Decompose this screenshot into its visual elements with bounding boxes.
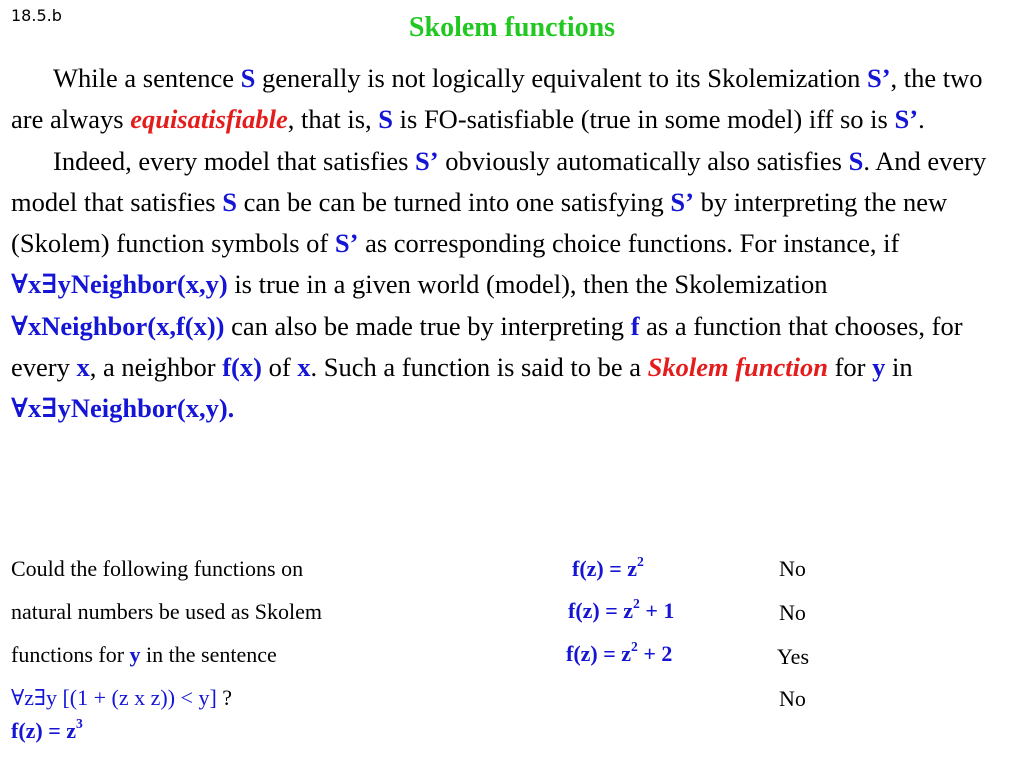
option-function: $f(z) = z^3$ (11, 715, 83, 743)
symbol-y: y (872, 352, 886, 383)
symbol-S: S (378, 104, 394, 135)
option-answer: No (779, 686, 806, 711)
question-line-2: natural numbers be used as Skolem (11, 599, 322, 624)
question-formula: ∀z∃y [(1 + (z x z)) < y] (11, 685, 217, 710)
formula: ∀x∃yNeighbor(x,y) (11, 269, 228, 300)
symbol-S: S (848, 145, 864, 176)
symbol-f: f (630, 310, 640, 341)
text: is FO-satisfiable (true in some model) iff so is (393, 104, 895, 135)
text: While a sentence (53, 63, 241, 93)
term-equisatisfiable: equisatisfiable (130, 104, 288, 135)
option-answer: Yes (777, 644, 810, 669)
text: by interpreting the new (Skolem) function symbols of (11, 186, 948, 259)
formula: ∀x∃yNeighbor(x,y). (11, 393, 235, 424)
body-text (11, 58, 1019, 430)
symbol-S-prime: S’ (670, 186, 694, 217)
symbol-y: y (129, 642, 141, 667)
text: as a function that chooses, for every (11, 310, 963, 383)
text: . (918, 104, 925, 135)
question-line-4 (11, 685, 232, 711)
paragraph-2 (11, 141, 1019, 430)
symbol-S: S (240, 63, 256, 93)
text: obviously automatically also satisfies (438, 145, 849, 176)
symbol-S-prime: S’ (894, 104, 919, 135)
text: of (261, 352, 298, 383)
symbol-x: x (76, 352, 90, 383)
text: , the two are always (11, 63, 983, 135)
text: can also be made true by interpreting (224, 310, 631, 341)
text: in (885, 352, 913, 383)
text: functions for (11, 642, 130, 667)
option-function: $f(z) = z^2 + 1$ (568, 595, 675, 623)
text: can be can be turned into one satisfying (236, 186, 671, 217)
paragraph-1 (11, 58, 1019, 141)
text: generally is not logically equivalent to its Skolemization (255, 63, 867, 93)
text: ? (216, 685, 233, 710)
symbol-S-prime: S’ (866, 63, 891, 93)
option-answer: No (779, 600, 806, 625)
slide-number: 18.5.b (11, 6, 62, 25)
text: is true in a given world (model), then the Skolemization (227, 269, 828, 300)
formula: ∀xNeighbor(x,f(x)) (11, 310, 225, 341)
text: , a neighbor (89, 352, 223, 383)
question-line-1: Could the following functions on (11, 556, 304, 581)
text: in the sentence (140, 642, 277, 667)
symbol-S-prime: S’ (415, 145, 439, 176)
text: , that is, (287, 104, 379, 135)
text: . Such a function is said to be a (310, 352, 648, 383)
symbol-fx: f(x) (222, 352, 262, 383)
symbol-S-prime: S’ (334, 228, 359, 259)
text: as corresponding choice functions. For instance, if (358, 228, 900, 259)
term-skolem-function: Skolem function (647, 352, 828, 383)
text: for (827, 352, 873, 383)
symbol-x: x (297, 352, 311, 383)
symbol-S: S (222, 186, 237, 217)
slide-title: Skolem functions (408, 12, 616, 43)
option-function: $f(z) = z^2$ (572, 553, 644, 581)
option-answer: No (779, 556, 806, 581)
text: . And every model that satisfies (11, 145, 987, 217)
option-function: $f(z) = z^2 + 2$ (566, 638, 673, 666)
text: Indeed, every model that satisfies (53, 145, 416, 176)
question-line-3 (11, 642, 277, 668)
